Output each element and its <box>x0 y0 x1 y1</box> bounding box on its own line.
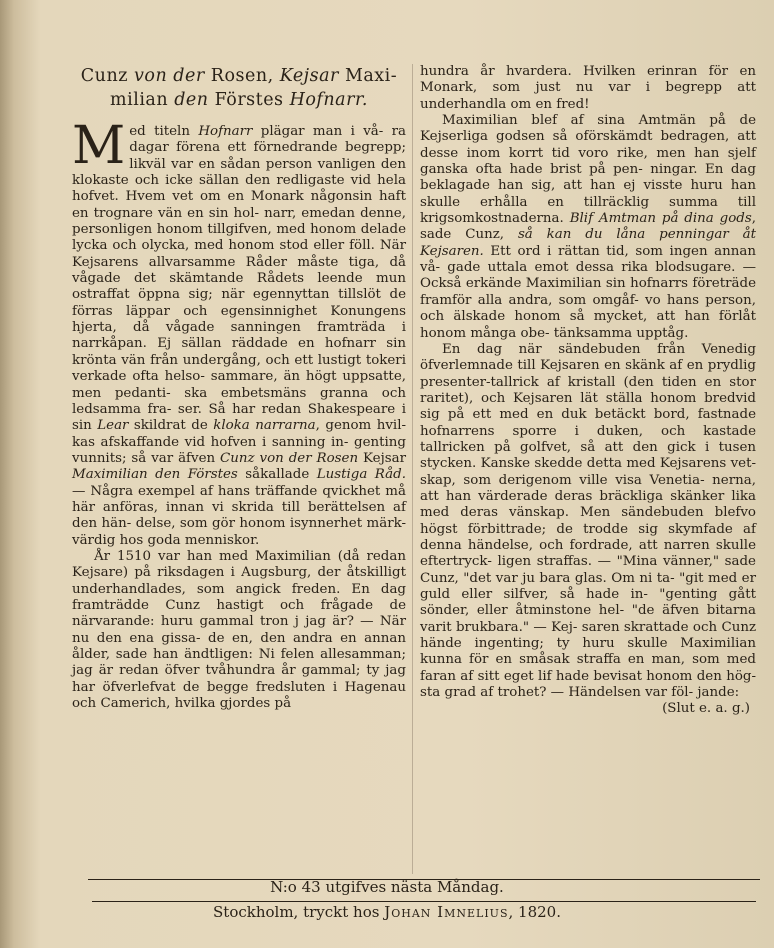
text-run: , genom hvil- kas afskaffande vid hofven i sanning in- genting vunnits; så var äfven <box>72 418 406 466</box>
title-text: Maxi- <box>338 66 398 86</box>
text-run: Lustiga Råd. <box>316 467 406 483</box>
title-text: Rosen, <box>204 66 280 86</box>
title-text: von der <box>134 66 205 86</box>
text-run: ed titeln <box>129 124 199 139</box>
text-run: Cunz von der Rosen <box>220 450 359 466</box>
text-run: Lear <box>97 418 129 434</box>
paragraph: hundra år hvardera. Hvilken erinran för en Monark, som just nu var i begrepp att underhandla om en fred! <box>420 64 756 112</box>
title-text: Förstes <box>208 90 290 110</box>
imprint-text: Stockholm, tryckt hos <box>213 903 385 921</box>
text-run: Ett ord i rättan tid, som ingen annan vå- gade uttala emot dessa rika blodsugare. — Också erkände Maximilian sin hofnarrs företräde framför alla andra, som omgåf- vo hans person, och älskade honom så mycket, att han förlåt honom många obe- tänksamma upptåg. <box>420 243 756 341</box>
text-run: Blif Amtman på dina gods <box>569 211 752 227</box>
text-run: såkallade <box>237 467 317 483</box>
paragraph: År 1510 var han med Maximilian (då redan Kejsare) på riksdagen i Augsburg, der åtskilligt underhandlades, som angick freden. En dag framträdde Cunz hastigt och frågade de närvarande: huru gammal tron j jag är? — När nu den ena gissa- de en, den andra en annan ålder, sade han ändtligen: Ni felen allesamman; jag är redan öfver tvåhundra år gammal; ty jag har öfverlefvat de begge fredsluten i Hagenau och Camerich, hvilka gjordes på <box>72 548 406 712</box>
text-run: skildrat de <box>128 418 214 434</box>
title-text: milian <box>110 90 175 110</box>
text-run: Hofnarr <box>198 124 253 139</box>
drop-cap: M <box>72 116 126 176</box>
text-run: plägar man i vå- ra dagar förena ett förnedrande begrepp; likväl var en sådan person vanligen den klokaste och icke sällan den redligaste vid hela hofvet. Hvem vet om en Monark någonsin haft en trognare vän en sin hol- narr, emedan denne, personligen honom tillgifven, med honom delade lycka och olycka, med honom stod eller föll. När Kejsarens allvarsamme Råder måste tiga, då vågade det skämtande Rådets leende mun ostraffat öppna sig; när egennyttan tillslöt de förras läppar och egensinnighet Konungens hjerta, då vågade sanningen framträda i narrkåpan. Ej sällan räddade en hofnarr sin krönta vän från undergång, och ett lustigt tokeri verkade ofta helso- sammare, än högt uppsatte, men pedanti- ska embetsmäns granna och ledsamma fra- ser. Så har redan Shakespeare i sin <box>72 124 407 434</box>
paragraph <box>72 116 407 549</box>
paragraph <box>420 113 756 342</box>
text-run: så kan du låna penningar åt Kejsaren. <box>420 227 756 259</box>
next-issue-notice: N:o 43 utgifves nästa Måndag. <box>270 878 504 896</box>
paragraph: En dag när sändebuden från Venedig öfverlemnade till Kejsaren en skänk af en prydlig presenter-tallrick af kristall (den tiden en stor raritet), och Kejsaren lät ställa honom bredvid sig på ett med en duk betäckt bord, fastnade hofnarrens sporre i duken, och kastade tallricken på golfvet, så att den gick i tusen stycken. Kanske skedde detta med Kejsarens vet- skap, som derigenom ville visa Venetia- nerna, att han värderade deras bräckliga skänker lika med deras vänskap. Men sändebuden blefvo högst förbittrade; de trodde sig skymfade af denna händelse, och fordrade, att narren skulle eftertryck- ligen straffas. — "Mina vänner," sade Cunz, "det var ju bara glas. Om ni ta- "git med er guld eller silfver, så hade in- "genting gått sönder, eller åtminstone hel- "de äfven bitarna varit brukbara." — Kej- saren skrattade och Cunz hände ingenting; ty huru skulle Maximilian kunna för en småsak straffa en man, som med faran af sitt eget lif hade bevisat honom den hög- sta grad af trohet? — Händelsen var föl- jande: <box>420 341 756 701</box>
text-run: Maximilian blef af sina Amtmän på de Kejserliga godsen så oförskämdt bedragen, att desse inom korrt tid voro rike, men han sjelf ganska ofta hade brist på pen- ningar. En dag beklagade han sig, att han ej visste huru han skulle erhålla en tillräcklig summa till krigsomkostnaderna. <box>420 113 756 227</box>
right-column <box>420 64 756 718</box>
column-divider <box>412 64 413 874</box>
title-text: den <box>174 90 209 110</box>
title-text: Kejsar <box>279 66 339 86</box>
signature: (Slut e. a. g.) <box>662 701 750 717</box>
text-run: , sade Cunz, <box>420 211 756 243</box>
text-run: — Några exempel af hans träffande qvickhet må här anföras, innan vi skrida till berättelsen af den hän- delse, som gör honom isynnerhet märk- värdig hos goda menniskor. <box>72 483 406 548</box>
printer-name: Johan Imnelius <box>384 903 509 921</box>
article-title <box>72 64 406 112</box>
imprint <box>0 903 774 921</box>
text-run: Kejsar <box>358 450 406 466</box>
text-run: Maximilian den Förstes <box>72 467 238 483</box>
imprint-text: , 1820. <box>508 903 561 921</box>
left-column <box>72 64 406 712</box>
title-text: Cunz <box>80 66 135 86</box>
title-text: Hofnarr. <box>289 90 368 110</box>
text-run: kloka narrarna <box>213 418 316 434</box>
